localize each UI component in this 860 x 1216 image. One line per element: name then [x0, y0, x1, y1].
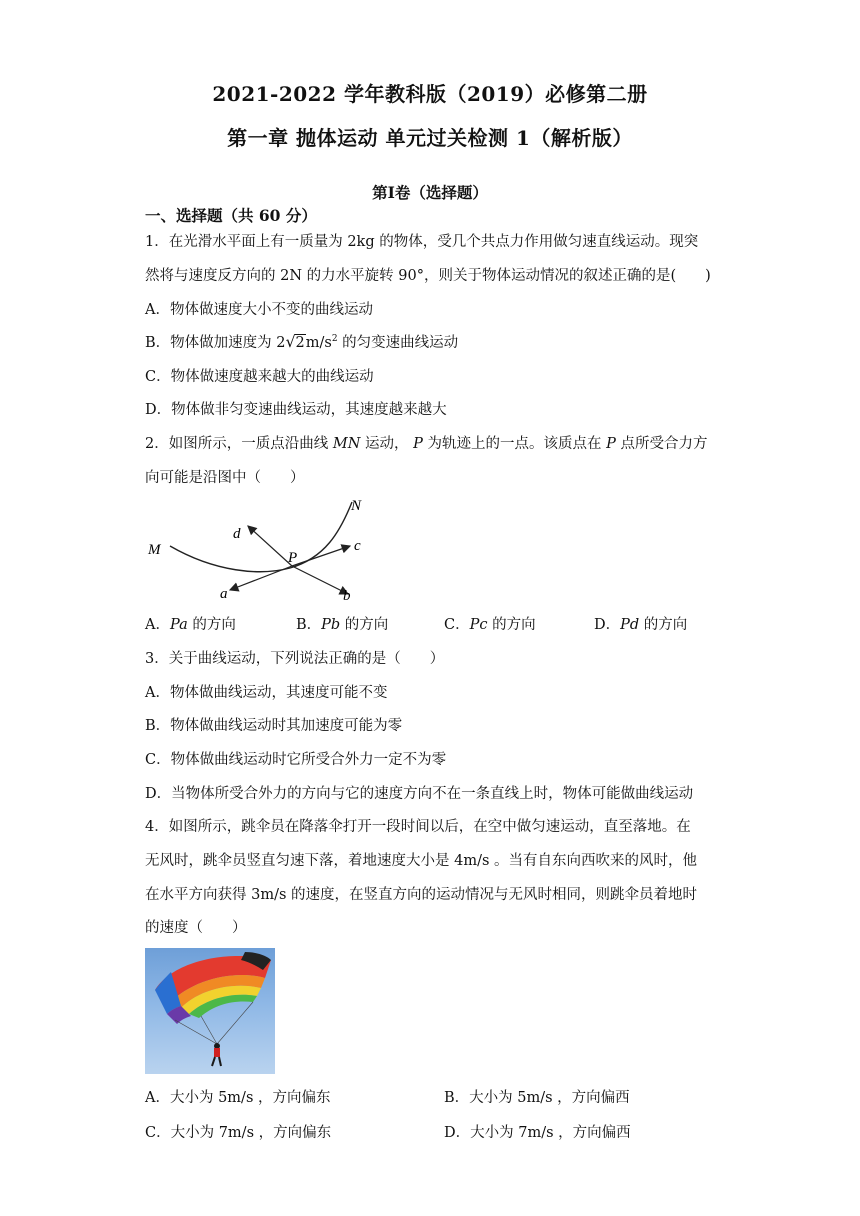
q4-option-d: D．大小为 7m/s ，方向偏西 [444, 1125, 631, 1141]
q3-stem: 3．关于曲线运动，下列说法正确的是（ ） [145, 651, 445, 667]
option-letter: A． [145, 617, 170, 633]
option-letter: D． [594, 617, 621, 633]
q4-option-c: C．大小为 7m/s ，方向偏东 [145, 1125, 332, 1141]
q2-option-b [296, 613, 388, 634]
q1-stem-line2: 然将与速度反方向的 2N 的力水平旋转 90°，则关于物体运动情况的叙述正确的是( ) [145, 268, 711, 284]
option-letter: B． [296, 617, 322, 633]
q3-option-c: C．物体做曲线运动时它所受合外力一定不为零 [145, 752, 447, 768]
sqrt-symbol: √ 2 [285, 332, 305, 351]
q1-option-b-suffix: 的匀变速曲线运动 [337, 335, 459, 351]
volume-heading: 第Ⅰ卷（选择题） [372, 183, 488, 202]
q2-point-name: P [413, 436, 423, 452]
parachute-illustration [145, 948, 275, 1074]
q1-option-b [145, 331, 458, 352]
arrow-pc [292, 546, 350, 566]
q1-option-b-exponent: 2 [331, 334, 338, 345]
option-vector: Pc [469, 617, 488, 633]
q2-trajectory-figure [140, 492, 380, 604]
q1-option-c: C．物体做速度越来越大的曲线运动 [145, 369, 374, 385]
q2-stem-text-a: 2．如图所示，一质点沿曲线 [145, 436, 333, 452]
q1-option-a: A．物体做速度大小不变的曲线运动 [145, 302, 373, 318]
label-m: M [148, 542, 161, 558]
option-text: 的方向 [487, 617, 536, 633]
label-b: b [343, 588, 351, 604]
q2-stem-line1 [145, 432, 707, 453]
option-text: 的方向 [187, 617, 236, 633]
label-n: N [351, 498, 362, 514]
q4-stem-line2: 无风时，跳伞员竖直匀速下落，着地速度大小是 4m/s 。当有自东向西吹来的风时，他 [145, 853, 698, 869]
option-text: 的方向 [340, 617, 389, 633]
trajectory-curve [170, 502, 352, 572]
arrow-pd [248, 526, 292, 566]
option-vector: Pb [321, 617, 341, 633]
option-vector: Pa [169, 617, 188, 633]
q4-stem-line1: 4．如图所示，跳伞员在降落伞打开一段时间以后，在空中做匀速运动，直至落地。在 [145, 819, 691, 835]
q2-stem-text-b: 运动， [360, 436, 414, 452]
parachute-photo [145, 948, 275, 1074]
q2-stem-text-d: 点所受合力方 [615, 436, 708, 452]
q2-option-d [594, 613, 687, 634]
document-title-line2: 第一章 抛体运动 单元过关检测 1（解析版） [227, 126, 633, 150]
label-c: c [354, 538, 361, 554]
q2-stem-text-c: 为轨迹上的一点。该质点在 [422, 436, 607, 452]
q4-stem-line3: 在水平方向获得 3m/s 的速度，在竖直方向的运动情况与无风时相同，则跳伞员着地时 [145, 887, 698, 903]
document-title-line1: 2021-2022 学年教科版（2019）必修第二册 [212, 82, 648, 106]
arrow-pb [292, 566, 348, 594]
q2-curve-name: MN [332, 436, 361, 452]
option-vector: Pd [620, 617, 640, 633]
q4-option-a: A．大小为 5m/s ，方向偏东 [145, 1090, 331, 1106]
q1-option-d: D．物体做非匀变速曲线运动，其速度越来越大 [145, 402, 447, 418]
q4-stem-line4: 的速度（ ） [145, 920, 247, 936]
label-p: P [288, 550, 298, 566]
q2-option-a [145, 613, 236, 634]
q2-stem-line2: 向可能是沿图中（ ） [145, 470, 305, 486]
q1-option-b-prefix: B．物体做加速度为 2 [145, 335, 286, 351]
label-a: a [220, 586, 228, 602]
q1-stem-line1: 1．在光滑水平面上有一质量为 2kg 的物体，受几个共点力作用做匀速直线运动。现突 [145, 234, 699, 250]
section-heading: 一、选择题（共 60 分） [145, 206, 317, 225]
q4-option-b: B．大小为 5m/s ，方向偏西 [444, 1090, 630, 1106]
label-d: d [233, 526, 241, 542]
q3-option-a: A．物体做曲线运动，其速度可能不变 [145, 685, 388, 701]
q2-option-c [444, 613, 536, 634]
option-letter: C． [444, 617, 470, 633]
q3-option-b: B．物体做曲线运动时其加速度可能为零 [145, 718, 403, 734]
q1-option-b-radicand: 2 [295, 335, 305, 351]
q1-option-b-unit: m/s [305, 335, 332, 351]
q2-point-name-2: P [606, 436, 616, 452]
option-text: 的方向 [639, 617, 688, 633]
q3-option-d: D．当物体所受合外力的方向与它的速度方向不在一条直线上时，物体可能做曲线运动 [145, 786, 694, 802]
